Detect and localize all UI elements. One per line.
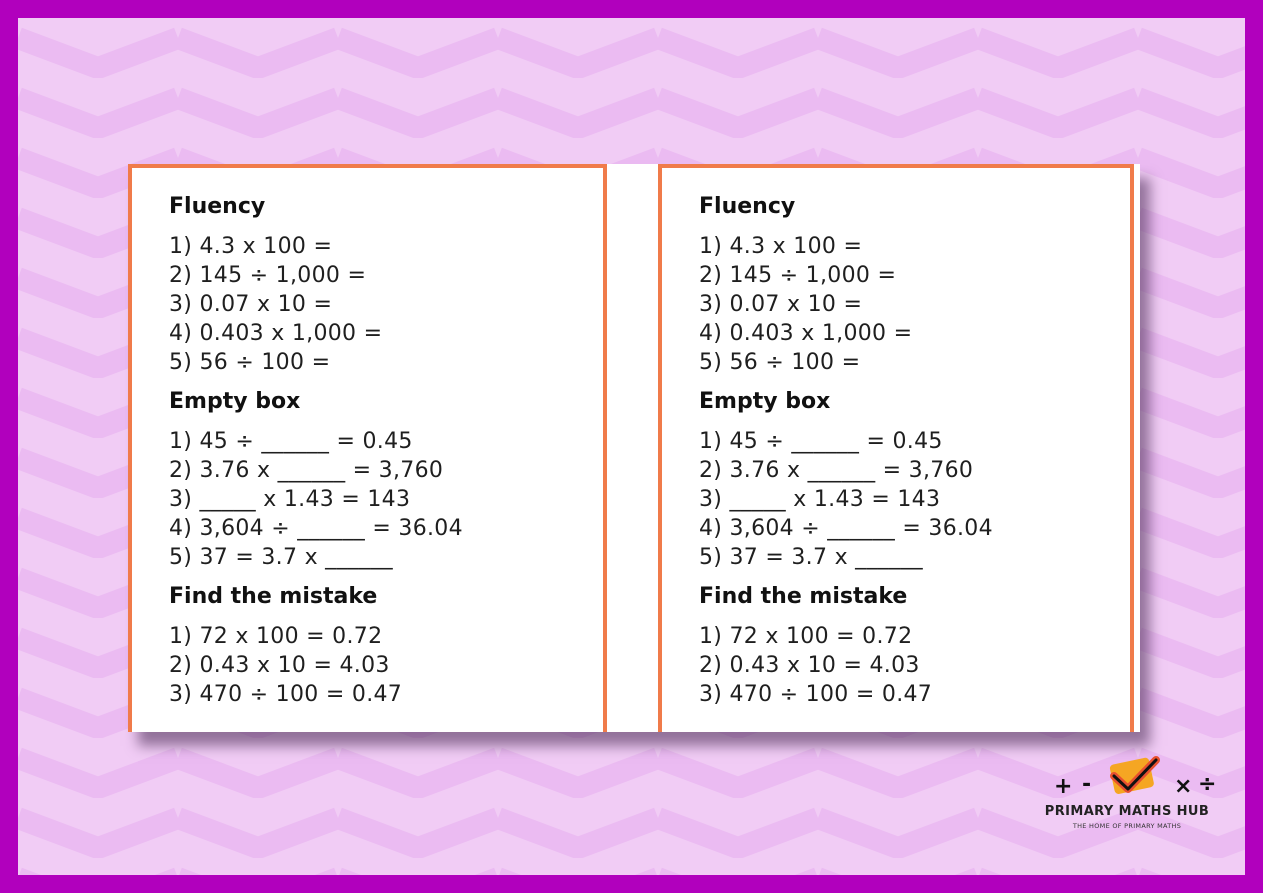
question-item: 5) 37 = 3.7 x ______ [699,545,923,570]
logo-symbols [1028,752,1226,798]
section-heading-find-the-mistake: Find the mistake [699,584,908,609]
plus-symbol: + [1054,774,1073,799]
question-item: 5) 56 ÷ 100 = [169,350,331,375]
fluency-questions [699,232,1130,377]
find-the-mistake-questions [699,622,1130,709]
empty-box-questions [699,427,1130,572]
logo-title: PRIMARY MATHS HUB [1044,804,1210,819]
fluency-questions [169,232,603,377]
question-item: 2) 0.43 x 10 = 4.03 [169,653,390,678]
question-item: 1) 72 x 100 = 0.72 [169,624,383,649]
divide-symbol: ÷ [1198,772,1217,797]
question-item: 3) 0.07 x 10 = [169,292,333,317]
primary-maths-hub-logo [1028,752,1226,834]
question-item: 3) 470 ÷ 100 = 0.47 [169,682,403,707]
question-item: 1) 4.3 x 100 = [169,234,333,259]
section-heading-find-the-mistake: Find the mistake [169,584,378,609]
question-item: 2) 3.76 x ______ = 3,760 [169,458,444,483]
section-heading-empty-box: Empty box [699,389,831,414]
question-item: 3) _____ x 1.43 = 143 [699,487,941,512]
find-the-mistake-questions [169,622,603,709]
worksheet-card-right [658,164,1134,732]
worksheet [128,164,1140,732]
question-item: 1) 4.3 x 100 = [699,234,863,259]
checkmark-icon [1106,754,1166,798]
question-item: 3) 470 ÷ 100 = 0.47 [699,682,933,707]
question-item: 2) 3.76 x ______ = 3,760 [699,458,974,483]
minus-symbol: - [1082,772,1092,797]
question-item: 2) 145 ÷ 1,000 = [699,263,897,288]
question-item: 3) 0.07 x 10 = [699,292,863,317]
question-item: 4) 3,604 ÷ ______ = 36.04 [169,516,463,541]
logo-tagline: THE HOME OF PRIMARY MATHS [1072,822,1182,830]
section-heading-fluency: Fluency [699,194,796,219]
question-item: 1) 72 x 100 = 0.72 [699,624,913,649]
worksheet-card-left [128,164,607,732]
chevron-background [18,18,1245,875]
question-item: 4) 0.403 x 1,000 = [169,321,383,346]
question-item: 2) 145 ÷ 1,000 = [169,263,367,288]
question-item: 5) 37 = 3.7 x ______ [169,545,393,570]
question-item: 1) 45 ÷ ______ = 0.45 [169,429,413,454]
section-heading-empty-box: Empty box [169,389,301,414]
question-item: 5) 56 ÷ 100 = [699,350,861,375]
question-item: 1) 45 ÷ ______ = 0.45 [699,429,943,454]
empty-box-questions [169,427,603,572]
multiply-symbol: × [1174,774,1193,799]
question-item: 3) _____ x 1.43 = 143 [169,487,411,512]
question-item: 4) 3,604 ÷ ______ = 36.04 [699,516,993,541]
question-item: 2) 0.43 x 10 = 4.03 [699,653,920,678]
section-heading-fluency: Fluency [169,194,266,219]
question-item: 4) 0.403 x 1,000 = [699,321,913,346]
